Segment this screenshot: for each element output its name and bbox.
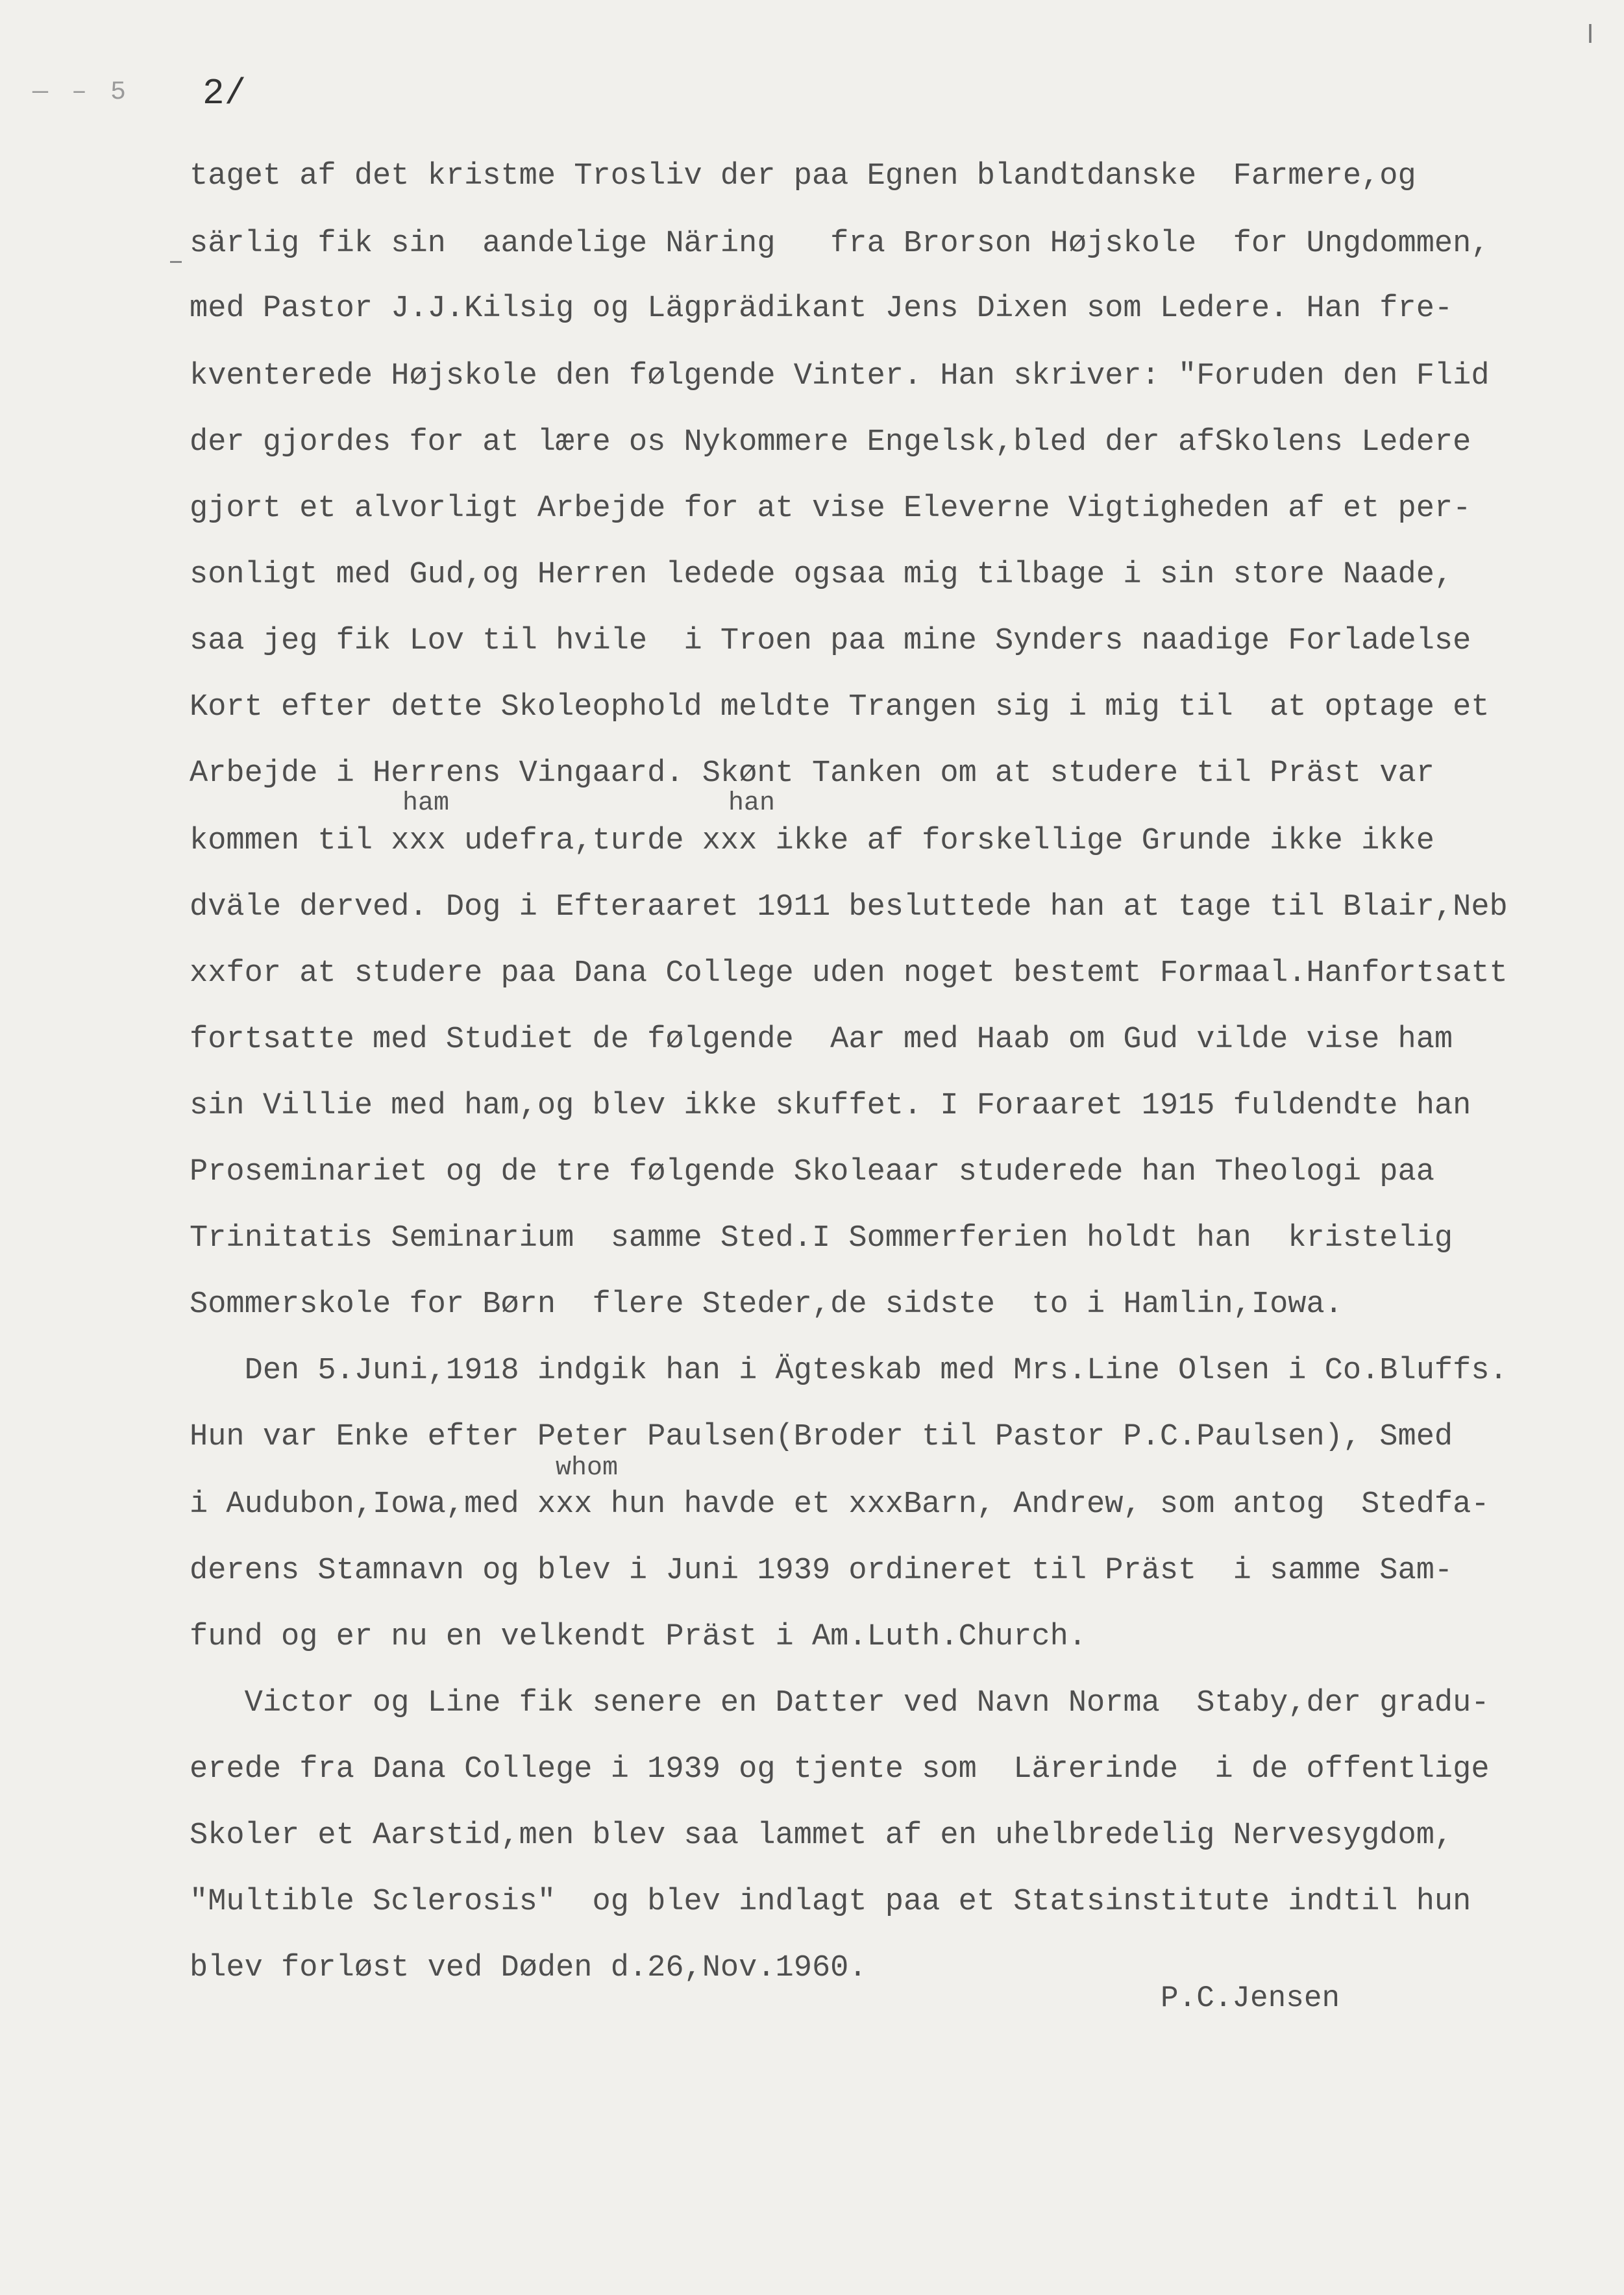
text-line-19: Den 5.Juni,1918 indgik han i Ägteskab med Mrs.Line Olsen i Co.Bluffs. [190, 1354, 1508, 1388]
text-line-10: Arbejde i Herrens Vingaard. Skønt Tanken om at studere til Präst var [190, 756, 1434, 791]
text-line-21: i Audubon,Iowa,med xxx hun havde et xxxBarn, Andrew, som antog Stedfa- [190, 1487, 1490, 1522]
text-line-18: Sommerskole for Børn flere Steder,de sidste to i Hamlin,Iowa. [190, 1287, 1343, 1322]
text-line-4: kventerede Højskole den følgende Vinter. Han skriver: "Foruden den Flid [190, 359, 1490, 393]
text-line-8: saa jeg fik Lov til hvile i Troen paa mine Synders naadige Forladelse [190, 624, 1471, 658]
text-line-25: erede fra Dana College i 1939 og tjente som Lärerinde i de offentlige [190, 1752, 1490, 1787]
interlinear-whom: whom [556, 1454, 619, 1483]
text-line-16: Proseminariet og de tre følgende Skoleaar studerede han Theologi paa [190, 1155, 1434, 1189]
text-line-12: dväle derved. Dog i Efteraaret 1911 besluttede han at tage til Blair,Neb [190, 890, 1508, 924]
text-line-7: sonligt med Gud,og Herren ledede ogsaa mig tilbage i sin store Naade, [190, 558, 1453, 592]
signature: P.C.Jensen [1161, 1981, 1340, 2015]
text-line-24: Victor og Line fik senere en Datter ved Navn Norma Staby,der gradu- [190, 1686, 1490, 1720]
text-line-20: Hun var Enke efter Peter Paulsen(Broder til Pastor P.C.Paulsen), Smed [190, 1420, 1453, 1454]
interlinear-ham: ham [402, 789, 450, 818]
text-line-3: med Pastor J.J.Kilsig og Lägprädikant Jens Dixen som Ledere. Han fre- [190, 292, 1453, 326]
text-line-15: sin Villie med ham,og blev ikke skuffet. I Foraaret 1915 fuldendte han [190, 1089, 1471, 1123]
page-number: 2/ [203, 73, 247, 114]
margin-mark [170, 261, 182, 263]
text-line-26: Skoler et Aarstid,men blev saa lammet af en uhelbredelig Nervesygdom, [190, 1818, 1453, 1853]
interlinear-han: han [728, 789, 776, 818]
text-line-5: der gjordes for at lære os Nykommere Engelsk,bled der afSkolens Ledere [190, 425, 1471, 460]
text-line-28: blev forløst ved Døden d.26,Nov.1960. [190, 1951, 867, 1985]
corner-mark: — – 5 [32, 78, 130, 107]
text-line-17: Trinitatis Seminarium samme Sted.I Sommerferien holdt han kristelig [190, 1221, 1453, 1256]
text-line-14: fortsatte med Studiet de følgende Aar med Haab om Gud vilde vise ham [190, 1023, 1453, 1057]
right-edge-mark: ǀ [1582, 22, 1598, 51]
text-line-6: gjort et alvorligt Arbejde for at vise Eleverne Vigtigheden af et per- [190, 491, 1471, 526]
text-line-2: särlig fik sin aandelige Näring fra Brorson Højskole for Ungdommen, [190, 227, 1490, 261]
text-line-9: Kort efter dette Skoleophold meldte Trangen sig i mig til at optage et [190, 690, 1490, 725]
text-line-23: fund og er nu en velkendt Präst i Am.Luth.Church. [190, 1620, 1087, 1654]
text-line-1: taget af det kristme Trosliv der paa Egnen blandtdanske Farmere,og [190, 159, 1416, 193]
text-line-27: "Multible Sclerosis" og blev indlagt paa et Statsinstitute indtil hun [190, 1885, 1471, 1919]
text-line-22: derens Stamnavn og blev i Juni 1939 ordineret til Präst i samme Sam- [190, 1554, 1453, 1588]
text-line-13: xxfor at studere paa Dana College uden noget bestemt Formaal.Hanfortsatt [190, 956, 1508, 991]
text-line-11: kommen til xxx udefra,turde xxx ikke af forskellige Grunde ikke ikke [190, 824, 1434, 858]
